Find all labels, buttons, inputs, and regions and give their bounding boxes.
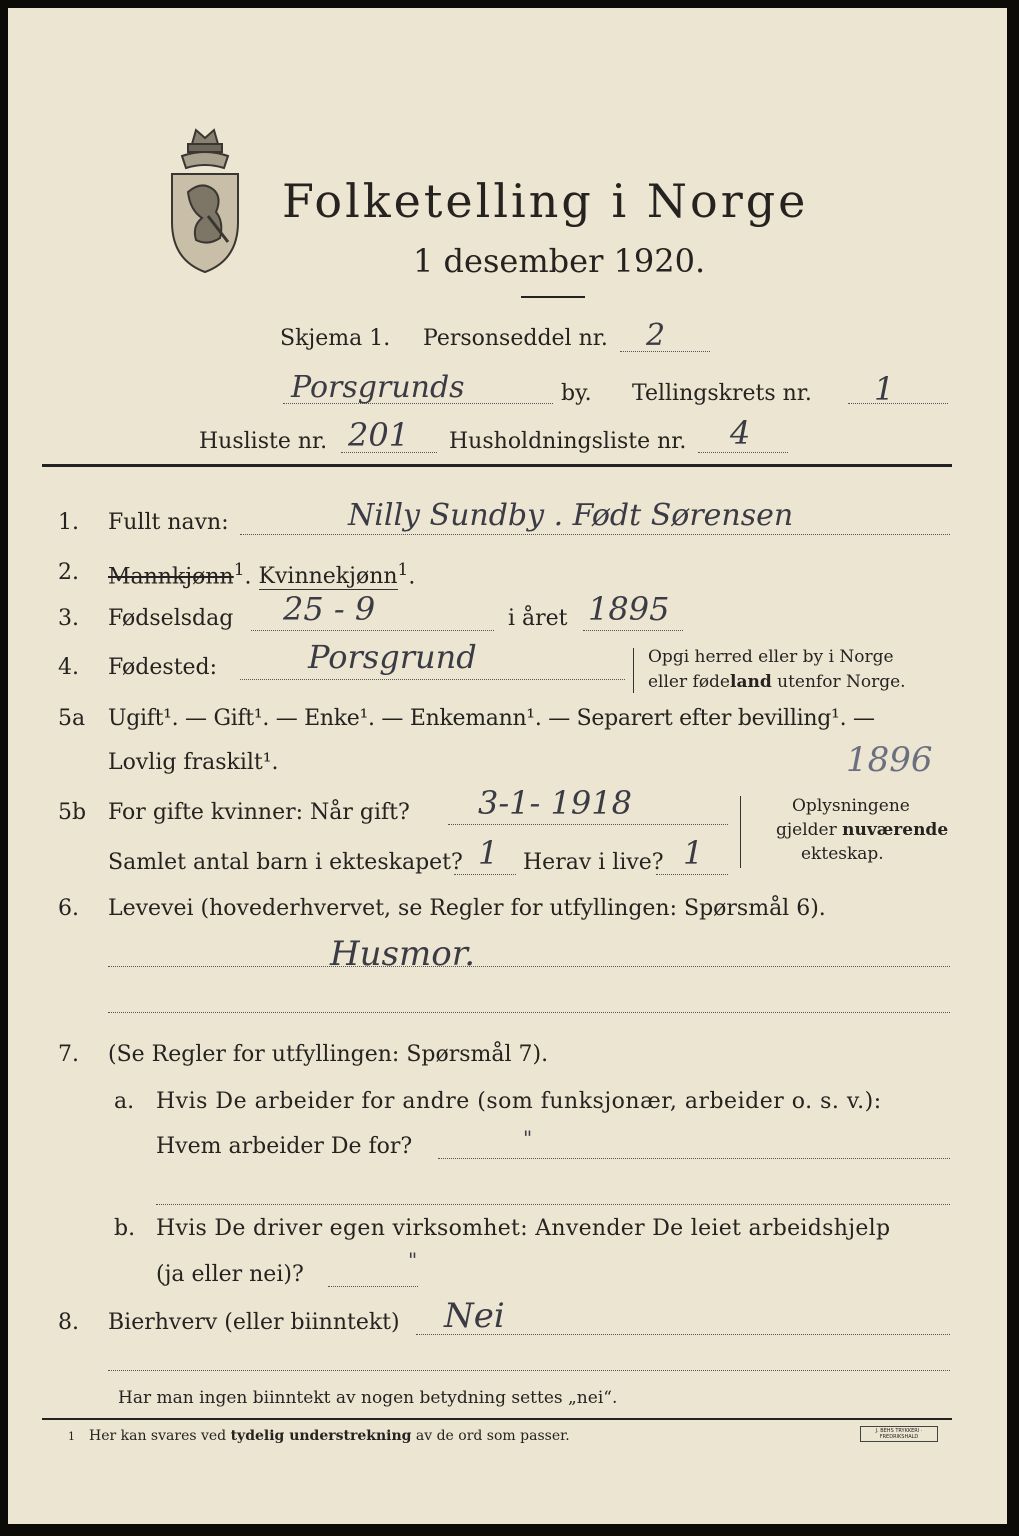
q5b-brace: [740, 796, 741, 868]
q2-footnote-mark-2: 1: [397, 560, 409, 580]
tellingskrets-label: Tellingskrets nr.: [632, 381, 812, 406]
q4-value: Porsgrund: [308, 638, 477, 676]
q2-separator: .: [244, 564, 259, 590]
q1-dots: [240, 534, 950, 535]
q2-end: .: [408, 564, 416, 590]
q7-number: 7.: [58, 1042, 79, 1067]
tellingskrets-value: 1: [874, 370, 895, 408]
q7b-number: b.: [114, 1216, 136, 1241]
q4-note-line2-bold: land: [730, 672, 772, 692]
q5b-value2: 1: [478, 834, 499, 872]
header-rule: [42, 464, 952, 467]
q3-value: 25 - 9: [283, 590, 376, 628]
q5b-dots2: [454, 874, 516, 875]
q8-label: Bierhverv (eller biinntekt): [108, 1310, 400, 1335]
skjema-label: Skjema 1.: [280, 326, 391, 351]
q1-value: Nilly Sundby . Født Sørensen: [348, 498, 794, 533]
q8-dots2: [108, 1370, 950, 1371]
footnote-bold: tydelig understrekning: [230, 1428, 412, 1444]
q3-label: Fødselsdag: [108, 606, 234, 631]
footnote: [68, 1428, 570, 1444]
form-title: Folketelling i Norge: [282, 174, 809, 228]
q3-year-label: i året: [508, 606, 568, 631]
footnote-number: 1: [68, 1430, 75, 1443]
q5a-line1: Ugift¹. — Gift¹. — Enke¹. — Enkemann¹. — Separert efter bevilling¹. —: [108, 706, 875, 731]
q5a-line2: Lovlig fraskilt¹.: [108, 750, 279, 775]
q5b-note3: ekteskap.: [801, 844, 884, 864]
q7b-line1: Hvis De driver egen virksomhet: Anvender De leiet arbeidshjelp: [156, 1216, 891, 1241]
q5b-dots1: [448, 824, 728, 825]
footer-rule: [42, 1418, 952, 1420]
q4-label: Fødested:: [108, 655, 218, 680]
husliste-label: Husliste nr.: [199, 429, 328, 454]
q4-note-line2-post: utenfor Norge.: [771, 672, 906, 692]
q5b-note2-pre: gjelder: [776, 820, 843, 840]
q6-number: 6.: [58, 896, 79, 921]
q2-number: 2.: [58, 560, 79, 585]
title-divider: [521, 296, 585, 298]
q6-dots1: [108, 966, 950, 967]
husholdning-value: 4: [730, 414, 751, 452]
q7a-value: ": [523, 1126, 533, 1150]
footnote-pre: Her kan svares ved: [89, 1428, 231, 1444]
printer-stamp: J. BEHS TRYKKERI · FREDRIKSHALD: [860, 1426, 938, 1442]
q5b-note2-bold: nuværende: [842, 820, 949, 840]
q2-female-option: Kvinnekjønn: [258, 564, 398, 590]
q4-brace: [633, 648, 634, 693]
q7a-dots: [438, 1158, 950, 1159]
form-date: 1 desember 1920.: [413, 242, 706, 280]
by-value: Porsgrunds: [291, 370, 465, 405]
husholdning-dots: [698, 452, 788, 453]
q4-note-line1: Opgi herred eller by i Norge: [648, 647, 894, 667]
q5b-dots3: [656, 874, 728, 875]
q8-number: 8.: [58, 1310, 79, 1335]
q6-value: Husmor.: [330, 934, 476, 974]
q2-options: [108, 560, 415, 589]
personseddel-label: Personseddel nr.: [423, 326, 608, 351]
census-form: [8, 8, 1007, 1524]
q1-number: 1.: [58, 510, 79, 535]
q7a-dots2: [156, 1204, 950, 1205]
q7b-dots: [328, 1286, 418, 1287]
q2-footnote-mark: 1: [233, 560, 245, 580]
q5b-label1: For gifte kvinner: Når gift?: [108, 800, 410, 825]
q7b-value: ": [408, 1248, 418, 1272]
q8-value: Nei: [444, 1296, 505, 1336]
q3-dots: [251, 630, 494, 631]
footer-note: Har man ingen biinntekt av nogen betydning settes „nei“.: [118, 1388, 618, 1408]
tellingskrets-dots: [848, 403, 948, 404]
q5b-note1: Oplysningene: [792, 796, 910, 816]
q7a-number: a.: [114, 1089, 135, 1114]
husholdning-label: Husholdningsliste nr.: [449, 429, 687, 454]
q5b-value1: 3-1- 1918: [478, 784, 632, 822]
q6-dots2: [108, 1012, 950, 1013]
q7a-line1: Hvis De arbeider for andre (som funksjonær, arbeider o. s. v.):: [156, 1089, 882, 1114]
q7a-line2: Hvem arbeider De for?: [156, 1134, 413, 1159]
footnote-post: av de ord som passer.: [411, 1428, 570, 1444]
by-label: by.: [561, 381, 592, 406]
q3-year-dots: [583, 630, 683, 631]
q3-year-value: 1895: [588, 590, 670, 628]
q7-label: (Se Regler for utfyllingen: Spørsmål 7).: [108, 1042, 549, 1067]
personseddel-value: 2: [646, 318, 666, 353]
q5b-number: 5b: [58, 800, 87, 825]
q5b-label3: Herav i live?: [523, 850, 664, 875]
q7b-line2: (ja eller nei)?: [156, 1262, 304, 1287]
q4-note-line2: [648, 672, 906, 692]
q4-note-line2-pre: eller føde: [648, 672, 730, 692]
q5b-note2: [776, 820, 948, 840]
q5b-label2: Samlet antal barn i ekteskapet?: [108, 850, 463, 875]
q5b-value3: 1: [683, 834, 704, 872]
q4-dots: [240, 679, 625, 680]
q5a-margin-note: 1896: [846, 740, 933, 780]
q1-label: Fullt navn:: [108, 510, 229, 535]
husliste-value: 201: [348, 416, 410, 454]
q4-number: 4.: [58, 655, 79, 680]
q2-male-option: Mannkjønn: [108, 564, 234, 590]
q6-label: Levevei (hovederhvervet, se Regler for utfyllingen: Spørsmål 6).: [108, 896, 826, 921]
coat-of-arms-icon: [162, 122, 248, 278]
q5a-number: 5a: [58, 706, 86, 731]
q3-number: 3.: [58, 606, 79, 631]
